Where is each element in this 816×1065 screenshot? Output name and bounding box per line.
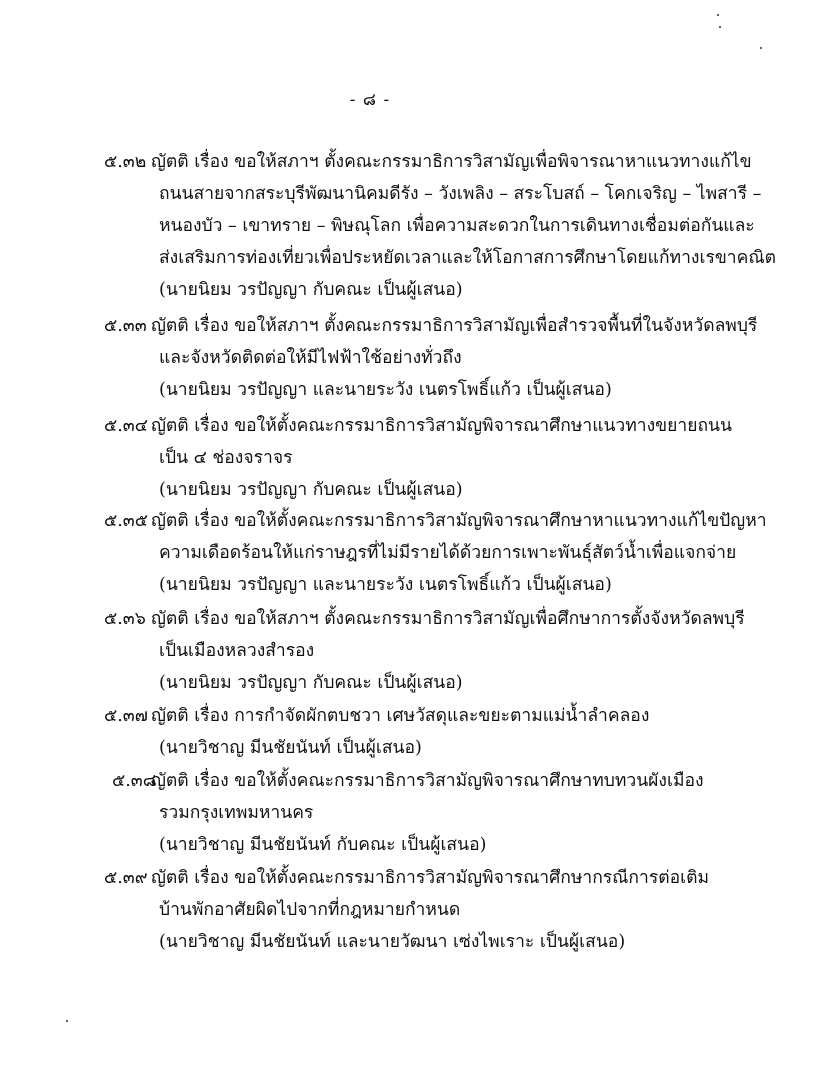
item-number: ๕.๓๕	[104, 511, 149, 531]
item-body	[151, 505, 767, 601]
proposer: (นายวิชาญ มีนชัยนันท์ และนายวัฒนา เซ่งไพเราะ เป็นผู้เสนอ)	[159, 932, 626, 952]
item-number: ๕.๓๖	[104, 609, 146, 629]
item-line: ญัตติ เรื่อง ขอให้ตั้งคณะกรรมาธิการวิสามัญพิจารณาศึกษาหาแนวทางแก้ไขปัญหา	[151, 511, 767, 531]
item-number: ๕.๓๔	[104, 416, 149, 436]
item-line: รวมกรุงเทพมหานคร	[159, 803, 314, 823]
item-body	[151, 410, 732, 506]
item-line: ญัตติ เรื่อง ขอให้สภาฯ ตั้งคณะกรรมาธิการวิสามัญเพื่อสำรวจพื้นที่ในจังหวัดลพบุรี	[151, 316, 758, 336]
item-line: หนองบัว – เขาทราย – พิษณุโลก เพื่อความสะดวกในการเดินทางเชื่อมต่อกันและ	[159, 216, 755, 236]
proposer: (นายวิชาญ มีนชัยนันท์ กับคณะ เป็นผู้เสนอ)	[159, 835, 487, 855]
proposer: (นายนิยม วรปัญญา กับคณะ เป็นผู้เสนอ)	[159, 673, 463, 693]
item-line: ญัตติ เรื่อง ขอให้ตั้งคณะกรรมาธิการวิสามัญพิจารณาศึกษาทบทวนผังเมือง	[151, 771, 704, 791]
item-number: ๕.๓๗	[104, 706, 148, 726]
item-line: เป็นเมืองหลวงสำรอง	[159, 641, 315, 661]
item-number: ๕.๓๒	[104, 152, 147, 172]
item-line: ญัตติ เรื่อง ขอให้ตั้งคณะกรรมาธิการวิสามัญพิจารณาศึกษาแนวทางขยายถนน	[151, 416, 732, 436]
item-line: และจังหวัดติดต่อให้มีไฟฟ้าใช้อย่างทั่วถึง	[159, 348, 462, 368]
item-line: ญัตติ เรื่อง ขอให้สภาฯ ตั้งคณะกรรมาธิการวิสามัญเพื่อศึกษาการตั้งจังหวัดลพบุรี	[151, 609, 745, 629]
item-body	[151, 603, 745, 699]
item-line: ความเดือดร้อนให้แก่ราษฎรที่ไม่มีรายได้ด้วยการเพาะพันธุ์สัตว์น้ำเพื่อแจกจ่าย	[159, 543, 737, 563]
item-body	[151, 146, 776, 306]
item-line: ส่งเสริมการท่องเที่ยวเพื่อประหยัดเวลาและให้โอกาสการศึกษาโดยแก้ทางเรขาคณิต	[159, 248, 776, 268]
item-body	[151, 765, 711, 861]
item-number: ๕.๓๙	[104, 868, 148, 888]
item-body	[151, 862, 711, 958]
proposer: (นายวิชาญ มีนชัยนันท์ เป็นผู้เสนอ)	[159, 738, 422, 758]
item-body	[151, 700, 711, 764]
item-line: ญัตติ เรื่อง การกำจัดผักตบชวา เศษวัสดุและขยะตามแม่น้ำลำคลอง	[151, 706, 650, 726]
item-line: ญัตติ เรื่อง ขอให้สภาฯ ตั้งคณะกรรมาธิการวิสามัญเพื่อพิจารณาหาแนวทางแก้ไข	[151, 152, 752, 172]
item-line: ถนนสายจากสระบุรีพัฒนานิคมดีรัง – วังเพลิง – สระโบสถ์ – โคกเจริญ – ไพสารี –	[159, 184, 762, 204]
item-line: เป็น ๔ ช่องจราจร	[159, 448, 293, 468]
item-number: ๕.๓๘	[112, 771, 157, 791]
item-number: ๕.๓๓	[104, 316, 147, 336]
item-body	[151, 310, 758, 406]
proposer: (นายนิยม วรปัญญา กับคณะ เป็นผู้เสนอ)	[159, 280, 463, 300]
page-number: - ๘ -	[349, 90, 391, 110]
proposer: (นายนิยม วรปัญญา กับคณะ เป็นผู้เสนอ)	[159, 480, 463, 500]
proposer: (นายนิยม วรปัญญา และนายระวัง เนตรโพธิ์แก้ว เป็นผู้เสนอ)	[159, 575, 612, 595]
proposer: (นายนิยม วรปัญญา และนายระวัง เนตรโพธิ์แก้ว เป็นผู้เสนอ)	[159, 380, 612, 400]
item-line: บ้านพักอาศัยผิดไปจากที่กฎหมายกำหนด	[159, 900, 461, 920]
item-line: ญัตติ เรื่อง ขอให้ตั้งคณะกรรมาธิการวิสามัญพิจารณาศึกษากรณีการต่อเติม	[151, 868, 710, 888]
